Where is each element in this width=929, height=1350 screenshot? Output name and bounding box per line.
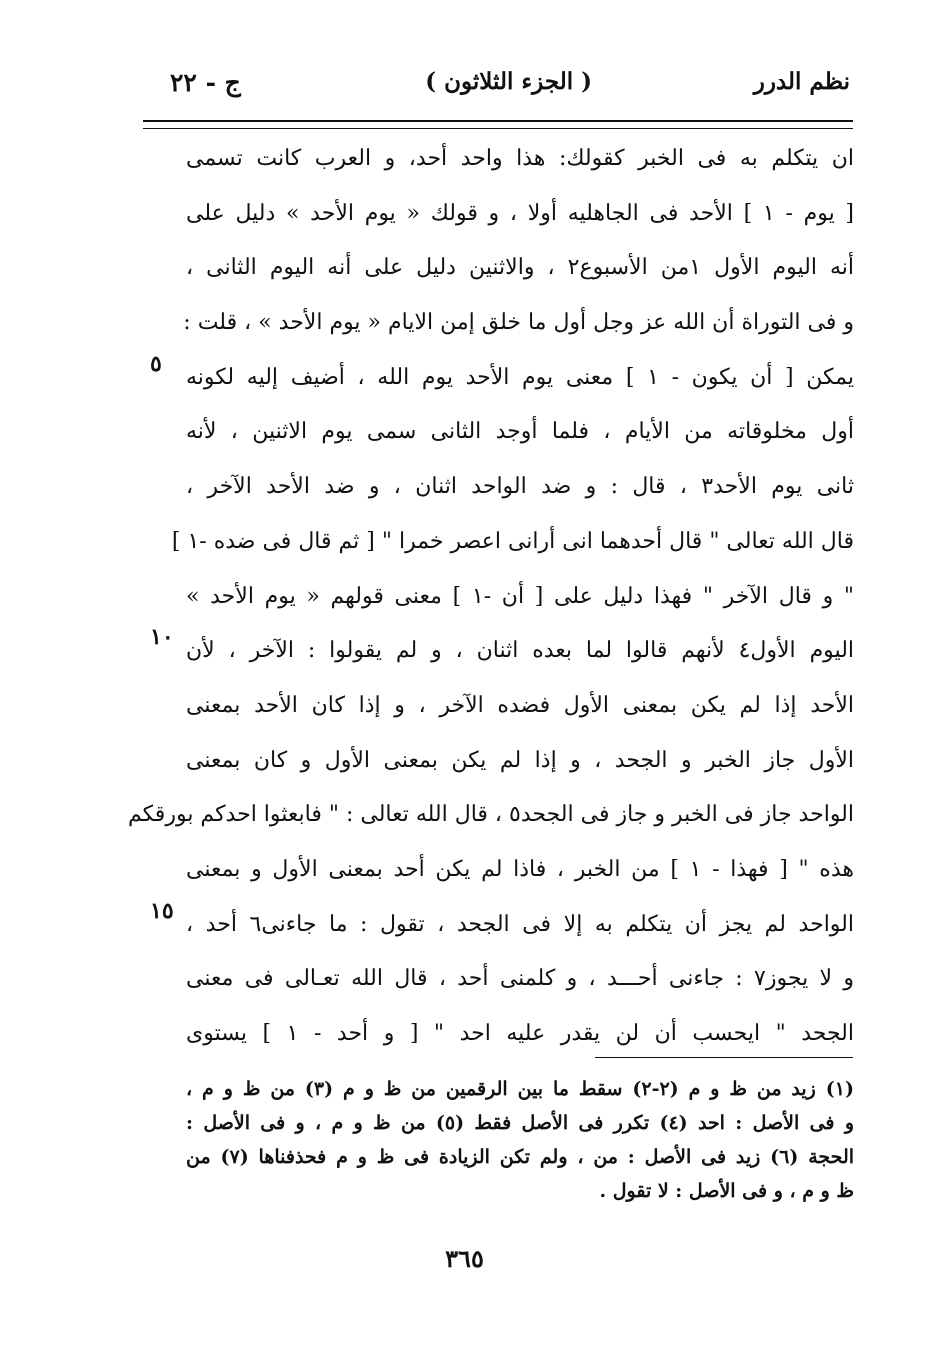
book-title: نظم الدرر	[753, 68, 850, 95]
text-line: و لا يجوز٧ : جاءنى أحـــد ، و كلمنى أحد ، قال الله تعـالى فى معنى	[186, 966, 854, 992]
text-line: ثانى يوم الأحد٣ ، قال : و ضد الواحد اثنان ، و ضد الأحد الآخر ،	[186, 474, 854, 500]
header-rule	[143, 120, 853, 129]
footnotes	[186, 1072, 854, 1208]
text-line: هذه " [ فهذا - ١ ] من الخبر ، فاذا لم يكن أحد بمعنى الأول و بمعنى	[186, 856, 854, 882]
page-number: ٣٦٥	[445, 1244, 484, 1273]
line-number-10: ١٠	[150, 624, 174, 650]
footnote-line: الحجة (٦) زيد فى الأصل : من ، ولم تكن الزيادة فى ظ و م فحذفناها (٧) من	[186, 1146, 855, 1168]
part-title: ( الجزء الثلاثون )	[425, 68, 592, 95]
running-header	[150, 68, 850, 114]
footnote-line: ظ و م ، و فى الأصل : لا تقول .	[599, 1180, 854, 1202]
text-line: قال الله تعالى " قال أحدهما انى أرانى اعصر خمرا " [ ثم قال فى ضده -١ ]	[171, 528, 854, 554]
text-line: الواحد لم يجز أن يتكلم به إلا فى الجحد ، تقول : ما جاءنى٦ أحد ،	[186, 911, 854, 937]
volume-reference: ج - ٢٢	[170, 68, 241, 97]
text-line: [ يوم - ١ ] الأحد فى الجاهليه أولا ، و قولك « يوم الأحد » دليل على	[186, 200, 855, 226]
text-line: الجحد " ايحسب أن لن يقدر عليه احد " [ و أحد - ١ ] يستوى	[186, 1021, 855, 1046]
text-line: ان يتكلم به فى الخبر كقولك: هذا واحد أحد، و العرب كانت تسمى	[186, 146, 854, 171]
text-line: الأول جاز الخبر و الجحد ، و إذا لم يكن بمعنى الأول و كان بمعنى	[186, 747, 854, 773]
line-number-5: ٥	[150, 351, 162, 377]
footnote-line: (١) زيد من ظ و م (٢-٢) سقط ما بين الرقمين من ظ و م (٣) من ظ و م ،	[186, 1078, 854, 1100]
text-line: يمكن [ أن يكون - ١ ] معنى يوم الأحد يوم الله ، أضيف إليه لكونه	[186, 364, 854, 390]
text-line: اليوم الأول٤ لأنهم قالوا لما بعده اثنان ، و لم يقولوا : الآخر ، لأن	[186, 638, 855, 664]
text-line: " و قال الآخر " فهذا دليل على [ أن -١ ] معنى قولهم « يوم الأحد »	[186, 583, 854, 609]
text-line: الأحد إذا لم يكن بمعنى الأول فضده الآخر ، و إذا كان الأحد بمعنى	[186, 692, 854, 718]
text-line: الواحد جاز فى الخبر و جاز فى الجحد٥ ، قال الله تعالى : " فابعثوا احدكم بورقكم	[128, 802, 854, 828]
line-number-15: ١٥	[150, 898, 174, 924]
text-line: أنه اليوم الأول ١من الأسبوع٢ ، والاثنين دليل على أنه اليوم الثانى ،	[186, 255, 855, 281]
text-line: أول مخلوقاته من الأيام ، فلما أوجد الثانى سمى يوم الاثنين ، لأنه	[186, 419, 854, 445]
footnote-rule	[595, 1057, 853, 1058]
footnote-line: و فى الأصل : احد (٤) تكرر فى الأصل فقط (٥) من ظ و م ، و فى الأصل :	[186, 1112, 854, 1134]
text-line: و فى التوراة أن الله عز وجل أول ما خلق إمن الايام « يوم الأحد » ، قلت :	[183, 310, 854, 336]
